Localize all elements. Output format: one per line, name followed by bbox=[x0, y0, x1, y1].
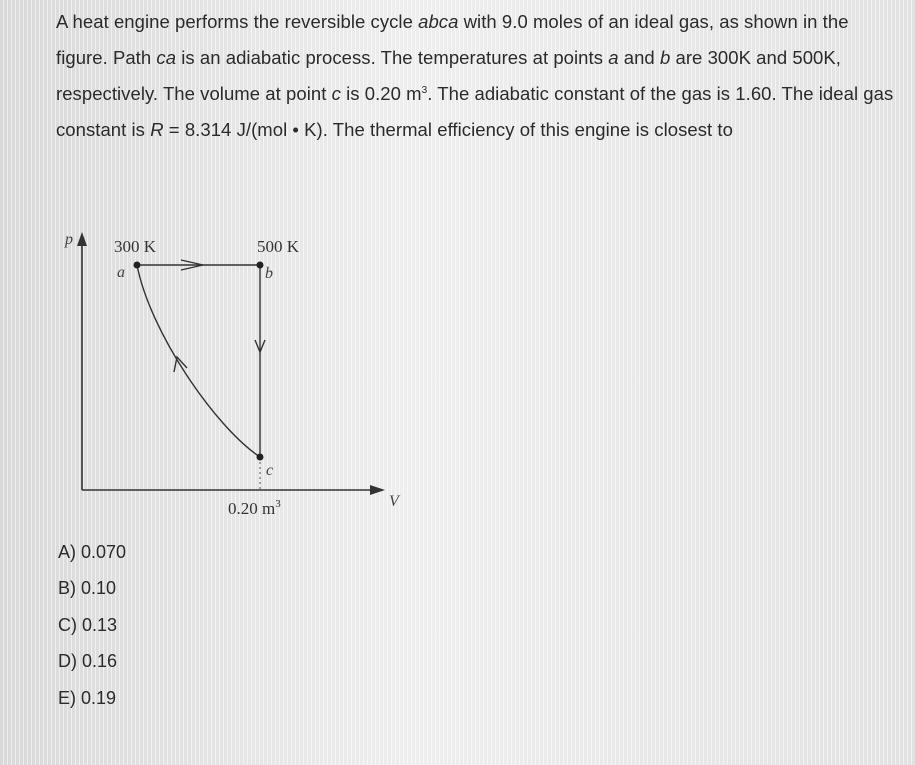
question-segment: R bbox=[150, 119, 164, 140]
question-segment: is an adiabatic process. The temperatures at points bbox=[176, 47, 609, 68]
choice-e[interactable]: E) 0.19 bbox=[58, 687, 117, 708]
question-segment: A heat engine performs the reversible cycle bbox=[56, 11, 419, 32]
question-segment: ca bbox=[156, 47, 177, 68]
question-segment: a bbox=[608, 47, 619, 68]
question-segment: = 8.314 J/(mol • K). The thermal efficiency of this engine is closest to bbox=[163, 119, 733, 140]
point-b-label: b bbox=[265, 265, 273, 282]
p-axis-arrowhead bbox=[77, 232, 87, 246]
point-b-dot bbox=[257, 262, 264, 269]
temp-a-label: 300 K bbox=[114, 237, 157, 256]
point-a-dot bbox=[134, 262, 141, 269]
path-ca-adiabat bbox=[137, 265, 260, 457]
answer-choices bbox=[58, 534, 126, 716]
v-axis-arrowhead bbox=[370, 485, 385, 495]
point-a-label: a bbox=[117, 264, 125, 281]
choice-b[interactable]: B) 0.10 bbox=[58, 578, 117, 599]
p-axis-label: p bbox=[65, 231, 73, 248]
volume-c-label bbox=[228, 498, 281, 518]
question-text bbox=[56, 4, 896, 148]
question-segment: c bbox=[331, 83, 341, 104]
choice-d[interactable]: D) 0.16 bbox=[58, 651, 118, 672]
question-segment: and bbox=[618, 47, 660, 68]
question-paragraph bbox=[56, 4, 896, 148]
question-segment: with 9.0 moles of an ideal gas, as shown in the figure. Path bbox=[56, 11, 849, 68]
point-c-label: c bbox=[266, 462, 274, 479]
point-c-dot bbox=[257, 454, 264, 461]
temp-b-label: 500 K bbox=[257, 237, 300, 256]
volume-c-exponent: 3 bbox=[275, 498, 281, 510]
question-segment: is 0.20 m bbox=[340, 83, 422, 104]
question-segment: 3 bbox=[421, 84, 428, 96]
pv-diagram bbox=[55, 222, 425, 527]
v-axis-label: V bbox=[389, 493, 399, 510]
pv-diagram-svg bbox=[55, 222, 425, 527]
choice-c[interactable]: C) 0.13 bbox=[58, 614, 118, 635]
question-segment: abca bbox=[418, 11, 459, 32]
choice-a[interactable]: A) 0.070 bbox=[58, 542, 127, 562]
question-segment: are 300K and 500K, respectively. The volume at point bbox=[56, 47, 841, 104]
volume-c-value: 0.20 m bbox=[228, 499, 276, 518]
question-segment: b bbox=[659, 47, 671, 68]
question-segment: . The adiabatic constant of the gas is 1.60. The ideal gas constant is bbox=[56, 83, 894, 140]
